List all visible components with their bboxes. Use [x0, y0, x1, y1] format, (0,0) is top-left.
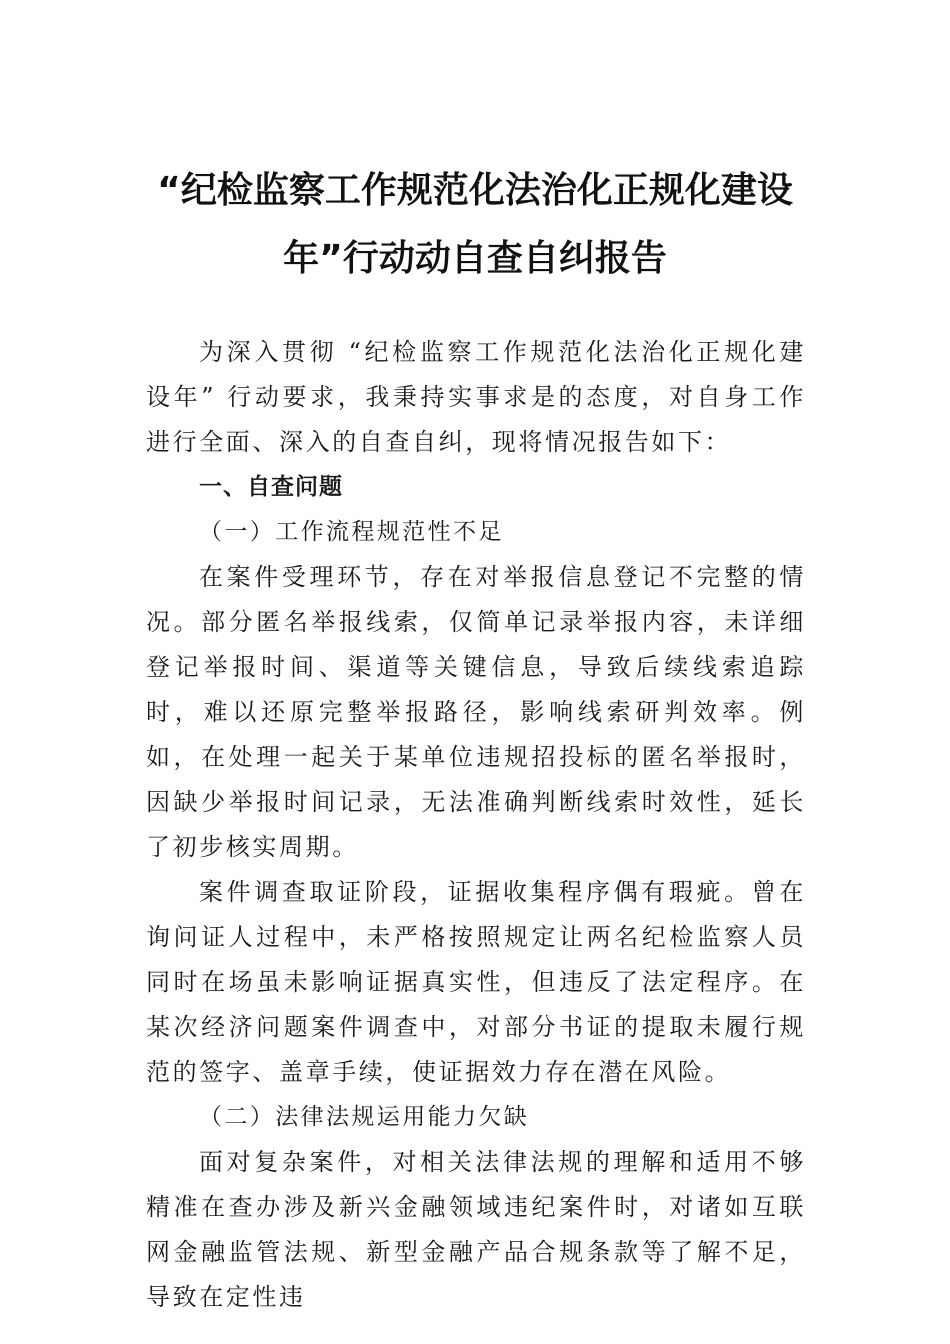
section-heading-self-check-issues: 一、自查问题: [199, 474, 343, 500]
document-title-line-1: “纪检监察工作规范化法治化正规化建设: [157, 170, 793, 211]
paragraph-legal-application: 面对复杂案件，对相关法律法规的理解和适用不够精准在查办涉及新兴金融领域违纪案件时，对诸如互联网金融监管法规、新型金融产品合规条款等了解不足，导致在定性违: [146, 1148, 806, 1311]
subsection-heading-workflow: （一）工作流程规范性不足: [199, 519, 504, 545]
intro-paragraph: 为深入贯彻 “纪检监察工作规范化法治化正规化建设年” 行动要求，我秉持实事求是的态度，对自身工作进行全面、深入的自查自纠，现将情况报告如下：: [146, 338, 806, 456]
document-title-line-2: 年”行动动自查自纠报告: [283, 238, 667, 279]
paragraph-case-acceptance: 在案件受理环节，存在对举报信息登记不完整的情况。部分匿名举报线索，仅简单记录举报内容，未详细登记举报时间、渠道等关键信息，导致后续线索追踪时，难以还原完整举报路径，影响线索研判效率。例如，在处理一起关于某单位违规招投标的匿名举报时，因缺少举报时间记录，无法准确判断线索时效性，延长了初步核实周期。: [146, 563, 806, 861]
document-body: [146, 330, 806, 1320]
subsection-heading-legal-ability: （二）法律法规运用能力欠缺: [199, 1104, 530, 1130]
paragraph-evidence-collection: 案件调查取证阶段，证据收集程序偶有瑕疵。曾在询问证人过程中，未严格按照规定让两名纪检监察人员同时在场虽未影响证据真实性，但违反了法定程序。在某次经济问题案件调查中，对部分书证的提取未履行规范的签字、盖章手续，使证据效力存在潜在风险。: [146, 878, 806, 1086]
